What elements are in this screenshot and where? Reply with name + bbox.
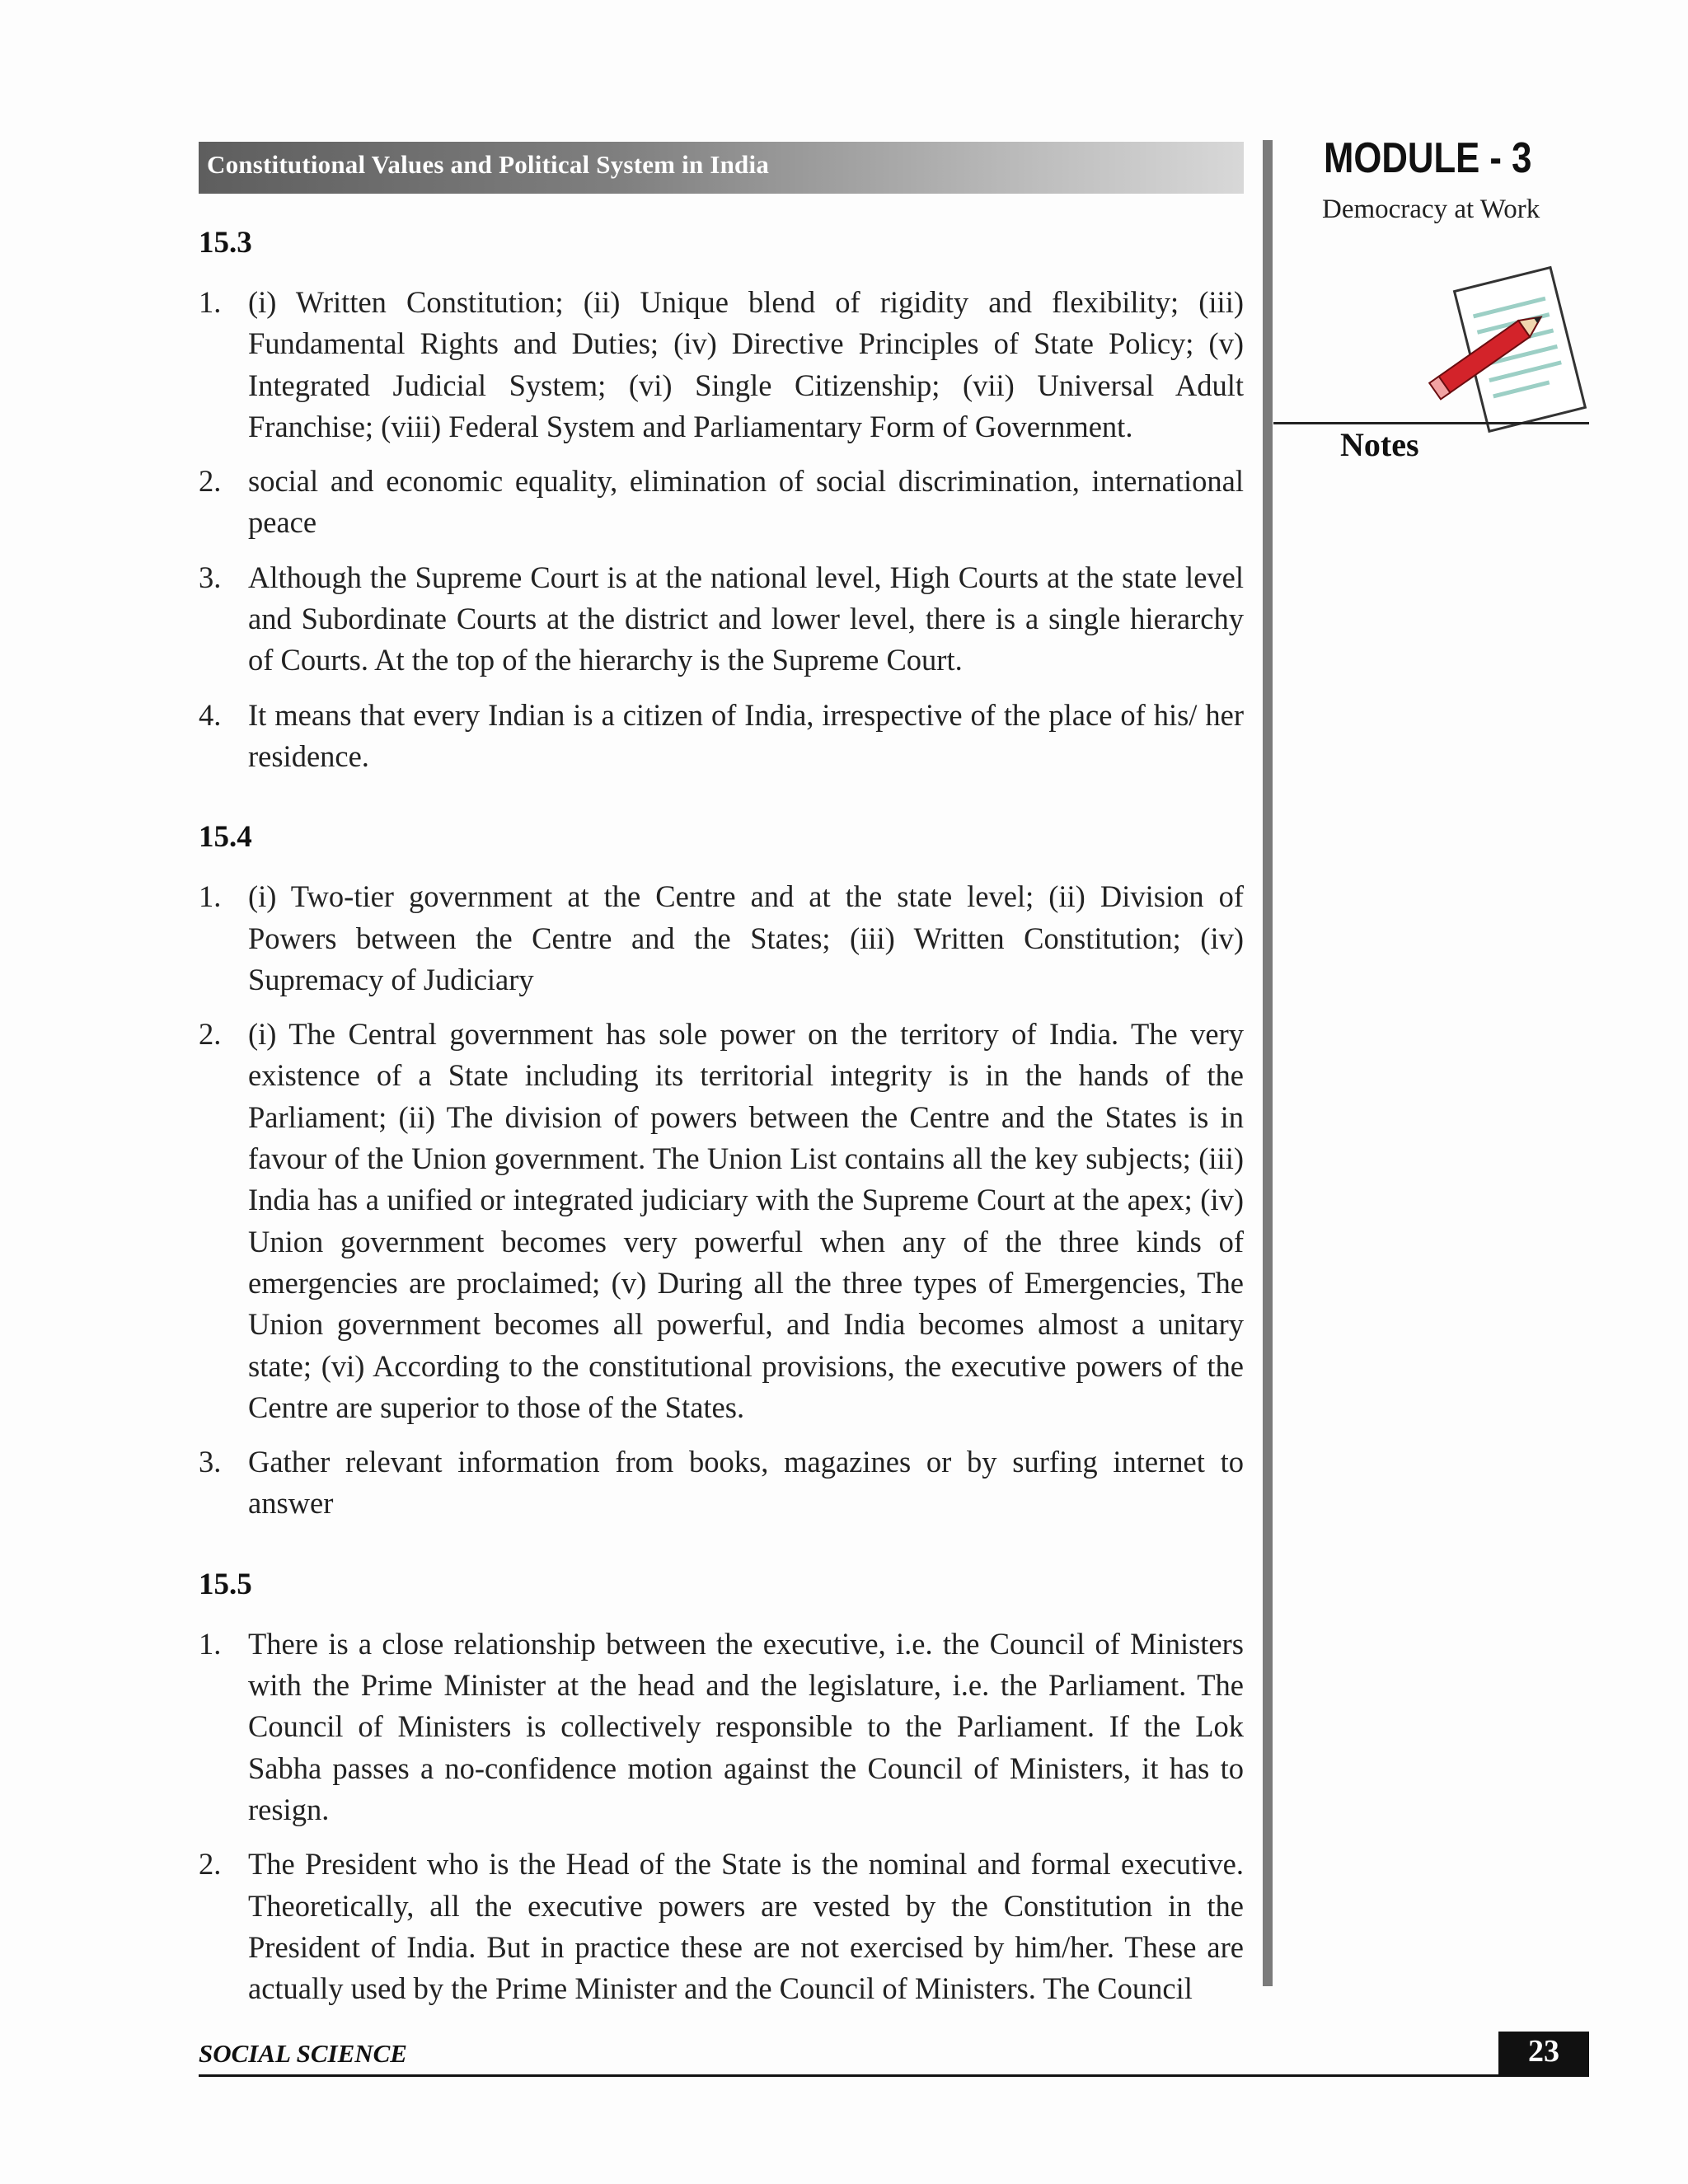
answer-item [199, 1014, 1244, 1428]
answer-item [199, 876, 1244, 1001]
item-number: 1. [199, 1626, 222, 1661]
notes-rule [1273, 422, 1589, 424]
item-text: It means that every Indian is a citizen of India, irrespective of the place of his/ her residence. [248, 697, 1244, 773]
footer-subject: SOCIAL SCIENCE [199, 2039, 407, 2068]
footer-rule [199, 2074, 1588, 2077]
item-text: Gather relevant information from books, magazines or by surfing internet to answer [248, 1445, 1244, 1521]
answer-item [199, 461, 1244, 544]
page-number: 23 [1528, 2034, 1559, 2069]
notepad-pencil-icon [1426, 264, 1591, 445]
item-text: (i) Written Constitution; (ii) Unique blend of rigidity and flexibility; (iii) Fundamental Rights and Duties; (iv) Directive Principles of State Policy; (v) Integrated Judicial System; (vi) Single Citizenship; (vii) Universal Adult Franchise; (viii) Federal System and Parliamentary Form of Government. [248, 285, 1244, 443]
item-number: 2. [199, 464, 222, 499]
module-subtitle: Democracy at Work [1322, 194, 1540, 224]
answer-item [199, 695, 1244, 778]
vertical-divider [1263, 140, 1273, 1986]
item-number: 1. [199, 879, 222, 914]
item-text: (i) The Central government has sole power on the territory of India. The very existence of a State including its territorial integrity is in the hands of the Parliament; (ii) The division of powers between the Centre and the States is in favour of the Union government. The Union List contains all the key subjects; (iii) India has a unified or integrated judiciary with the Supreme Court at the apex; (iv) Union government becomes very powerful when any of the three kinds of emergencies are proclaimed; (v) During all the three types of Emergencies, The Union government becomes all powerful, and India becomes almost a unitary state; (vi) According to the constitutional provisions, the executive powers of the Centre are superior to those of the States. [248, 1017, 1244, 1424]
item-number: 3. [199, 1445, 222, 1479]
item-number: 3. [199, 560, 222, 594]
answer-item [199, 1844, 1244, 2009]
item-text: (i) Two-tier government at the Centre and at the state level; (ii) Division of Powers between the Centre and the States; (iii) Written Constitution; (iv) Supremacy of Judiciary [248, 879, 1244, 996]
answer-item [199, 1624, 1244, 1830]
section-title: 15.4 [199, 820, 252, 855]
item-number: 4. [199, 697, 222, 732]
item-text: There is a close relationship between the executive, i.e. the Council of Ministers with the Prime Minister at the head and the legislature, i.e. the Parliament. The Council of Ministers is collectively responsible to the Parliament. If the Lok Sabha passes a no-confidence motion against the Council of Ministers, it has to resign. [248, 1626, 1244, 1826]
page-header-title: Constitutional Values and Political System in India [207, 150, 770, 179]
section-title: 15.3 [199, 226, 252, 260]
item-text: social and economic equality, elimination of social discrimination, international peace [248, 464, 1244, 540]
answer-content [199, 223, 1244, 2049]
notes-label: Notes [1340, 426, 1419, 463]
section-15-5 [199, 1564, 1244, 2010]
item-text: The President who is the Head of the State is the nominal and formal executive. Theoretically, all the executive powers are vested by the Constitution in the President of India. But in practice these are not exercised by him/her. These are actually used by the Prime Minister and the Council of Ministers. The Council [248, 1847, 1244, 2006]
section-title: 15.5 [199, 1567, 252, 1601]
section-15-3 [199, 223, 1244, 777]
answer-item [199, 557, 1244, 682]
section-15-4 [199, 817, 1244, 1524]
module-title: MODULE - 3 [1324, 134, 1532, 182]
answer-item [199, 282, 1244, 448]
item-number: 2. [199, 1847, 222, 1882]
answer-item [199, 1441, 1244, 1525]
item-number: 2. [199, 1017, 222, 1052]
item-text: Although the Supreme Court is at the national level, High Courts at the state level and Subordinate Courts at the district and lower level, there is a single hierarchy of Courts. At the top of the hierarchy is the Supreme Court. [248, 560, 1244, 677]
item-number: 1. [199, 285, 222, 319]
